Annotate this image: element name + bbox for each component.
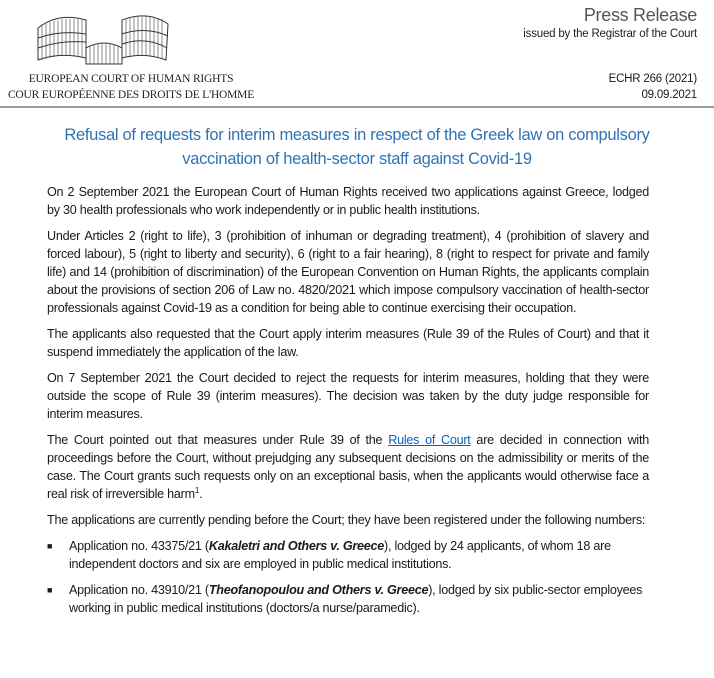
release-date: 09.09.2021 [641,89,697,101]
reference-number: ECHR 266 (2021) [608,73,697,85]
paragraph: On 2 September 2021 the European Court of Human Rights received two applications against Greece, lodged by 30 health professionals who work independently or in public health institutions. [47,185,649,217]
text: are decided in connection with proceedings before the Court, without prejudging any subsequent decisions on the admissibility or merits of the case. The Court grants such requests only on an exceptional basis, when the applicants would otherwise face a real risk of irreversible harm [47,433,649,501]
text: . [199,487,203,501]
paragraph [47,431,649,503]
page-title: Refusal of requests for interim measures in respect of the Greek law on compulsory vaccination of health-sector staff against Covid-19 [64,126,650,168]
list-item [47,537,649,573]
paragraph: On 7 September 2021 the Court decided to reject the requests for interim measures, holding that they were outside the scope of Rule 39 (interim measures). The decision was taken by the duty judge responsible for interim measures. [47,371,649,421]
bullet-icon: ■ [47,541,53,551]
list-item-text [69,581,649,617]
document-body [47,183,649,625]
court-name [0,71,262,103]
case-name: Kakaletri and Others v. Greece [208,539,385,553]
reference-block [609,71,697,103]
case-name: Theofanopoulou and Others v. Greece [208,583,429,597]
rules-of-court-link[interactable]: Rules of Court [388,433,471,447]
issued-by: issued by the Registrar of the Court [523,28,697,40]
text: Application no. 43910/21 ( [69,583,209,597]
court-name-en: EUROPEAN COURT OF HUMAN RIGHTS [28,73,234,85]
text: ), lodged by six public-sector employees working in public medical institutions (doctors/a nurse/paramedic). [69,583,643,615]
list-item [47,581,649,617]
text: The Court pointed out that measures under Rule 39 of the [47,433,389,447]
paragraph: The applicants also requested that the Court apply interim measures (Rule 39 of the Rules of Court) and that it suspend immediately the application of the law. [47,327,649,359]
press-release-header [523,4,697,42]
court-name-fr: COUR EUROPÉENNE DES DROITS DE L'HOMME [7,89,255,101]
paragraph: The applications are currently pending before the Court; they have been registered under the following numbers: [47,513,646,527]
court-building-logo [30,8,170,70]
text: ), lodged by 24 applicants, of whom 18 are independent doctors and six are employed in public medical institutions. [69,539,611,571]
press-release-label: Press Release [583,5,697,25]
text: Application no. 43375/21 ( [69,539,209,553]
header-divider [0,106,714,108]
bullet-icon: ■ [47,585,53,595]
paragraph: Under Articles 2 (right to life), 3 (prohibition of inhuman or degrading treatment), 4 (prohibition of slavery and forced labour), 5 (right to liberty and security), 6 (right to a fair hearing), 8 (right to respect for private and family life) and 14 (prohibition of discrimination) of the European Convention on Human Rights, the applicants complain about the provisions of section 206 of Law no. 4820/2021 which impose compulsory vaccination of health-sector professionals against Covid-19 as a condition for being able to continue exercising their occupation. [47,229,649,315]
footnote-ref[interactable]: 1 [194,485,200,495]
list-item-text [69,537,649,573]
